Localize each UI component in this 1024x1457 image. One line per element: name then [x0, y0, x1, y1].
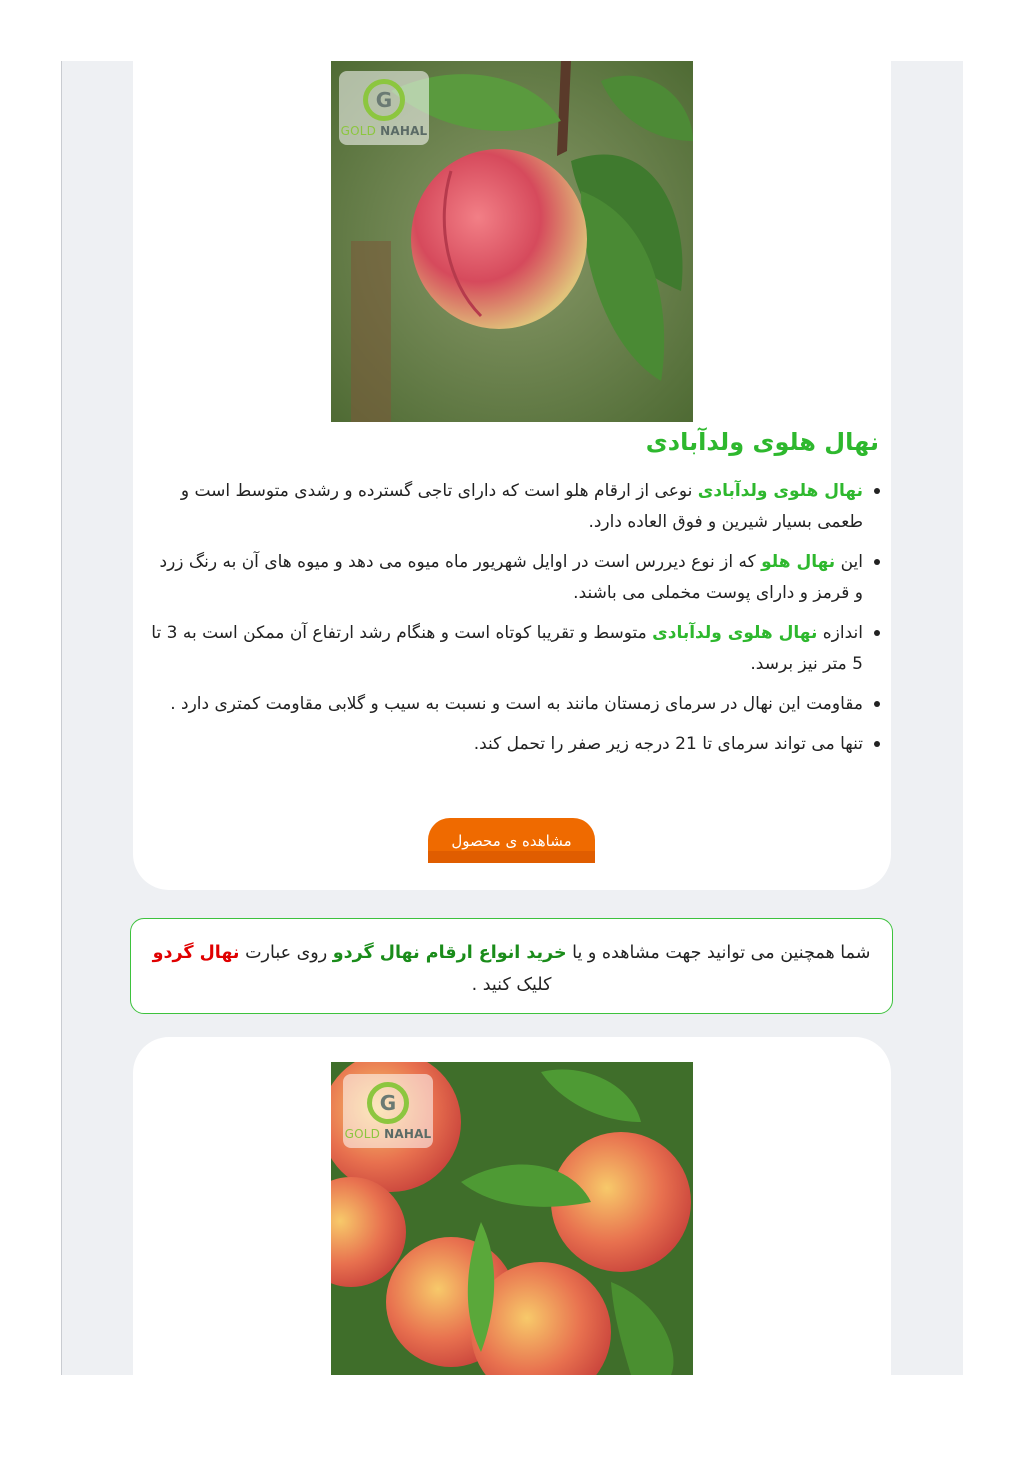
logo-text-gold: GOLD	[344, 1126, 381, 1141]
feature-item: این نهال هلو که از نوع دیررس است در اوایل شهریور ماه میوه می دهد و میوه های آن به رنگ زرد و قرمز و دارای پوست مخملی می باشند.	[150, 547, 863, 609]
notice-text: روی عبارت	[239, 943, 333, 963]
feature-item: اندازه نهال هلوی ولدآبادی متوسط و تقریبا کوتاه است و هنگام رشد ارتفاع آن ممکن است به 3 تا 5 متر نیز برسد.	[150, 618, 863, 680]
feature-item: نهال هلوی ولدآبادی نوعی از ارقام هلو است که دارای تاجی گسترده و رشدی متوسط است و طعمی بسیار شیرین و فوق العاده دارد.	[150, 476, 863, 538]
notice-text: کلیک کنید .	[471, 975, 552, 995]
product-image-peach	[331, 61, 693, 422]
gold-nahal-logo	[343, 1074, 433, 1148]
view-product-button[interactable]: مشاهده ی محصول	[428, 818, 595, 863]
gold-nahal-logo	[339, 71, 429, 145]
buy-walnut-varieties-link[interactable]: خرید انواع ارقام نهال گردو	[332, 943, 567, 963]
product-image-peaches-tree	[331, 1062, 693, 1375]
product-title: نهال هلوی ولدآبادی	[645, 428, 879, 456]
product-features-list	[150, 476, 863, 769]
logo-g-icon: G	[367, 1082, 409, 1124]
feature-highlight-link[interactable]: نهال هلوی ولدآبادی	[652, 623, 818, 643]
logo-text-nahal: NAHAL	[384, 1126, 432, 1141]
walnut-notice-box	[130, 918, 893, 1014]
logo-text-gold: GOLD	[340, 123, 377, 138]
logo-text-nahal: NAHAL	[380, 123, 428, 138]
feature-highlight-link[interactable]: نهال هلو	[761, 552, 836, 572]
feature-highlight-link[interactable]: نهال هلوی ولدآبادی	[697, 481, 863, 501]
logo-g-icon: G	[363, 79, 405, 121]
feature-item: مقاومت این نهال در سرمای زمستان مانند به است و نسبت به سیب و گلابی مقاومت کمتری دارد .	[150, 689, 863, 720]
walnut-seedling-link[interactable]: نهال گردو	[152, 943, 240, 963]
feature-item: تنها می تواند سرمای تا 21 درجه زیر صفر را تحمل کند.	[150, 729, 863, 760]
notice-text: شما همچنین می توانید جهت مشاهده و یا	[566, 943, 871, 963]
